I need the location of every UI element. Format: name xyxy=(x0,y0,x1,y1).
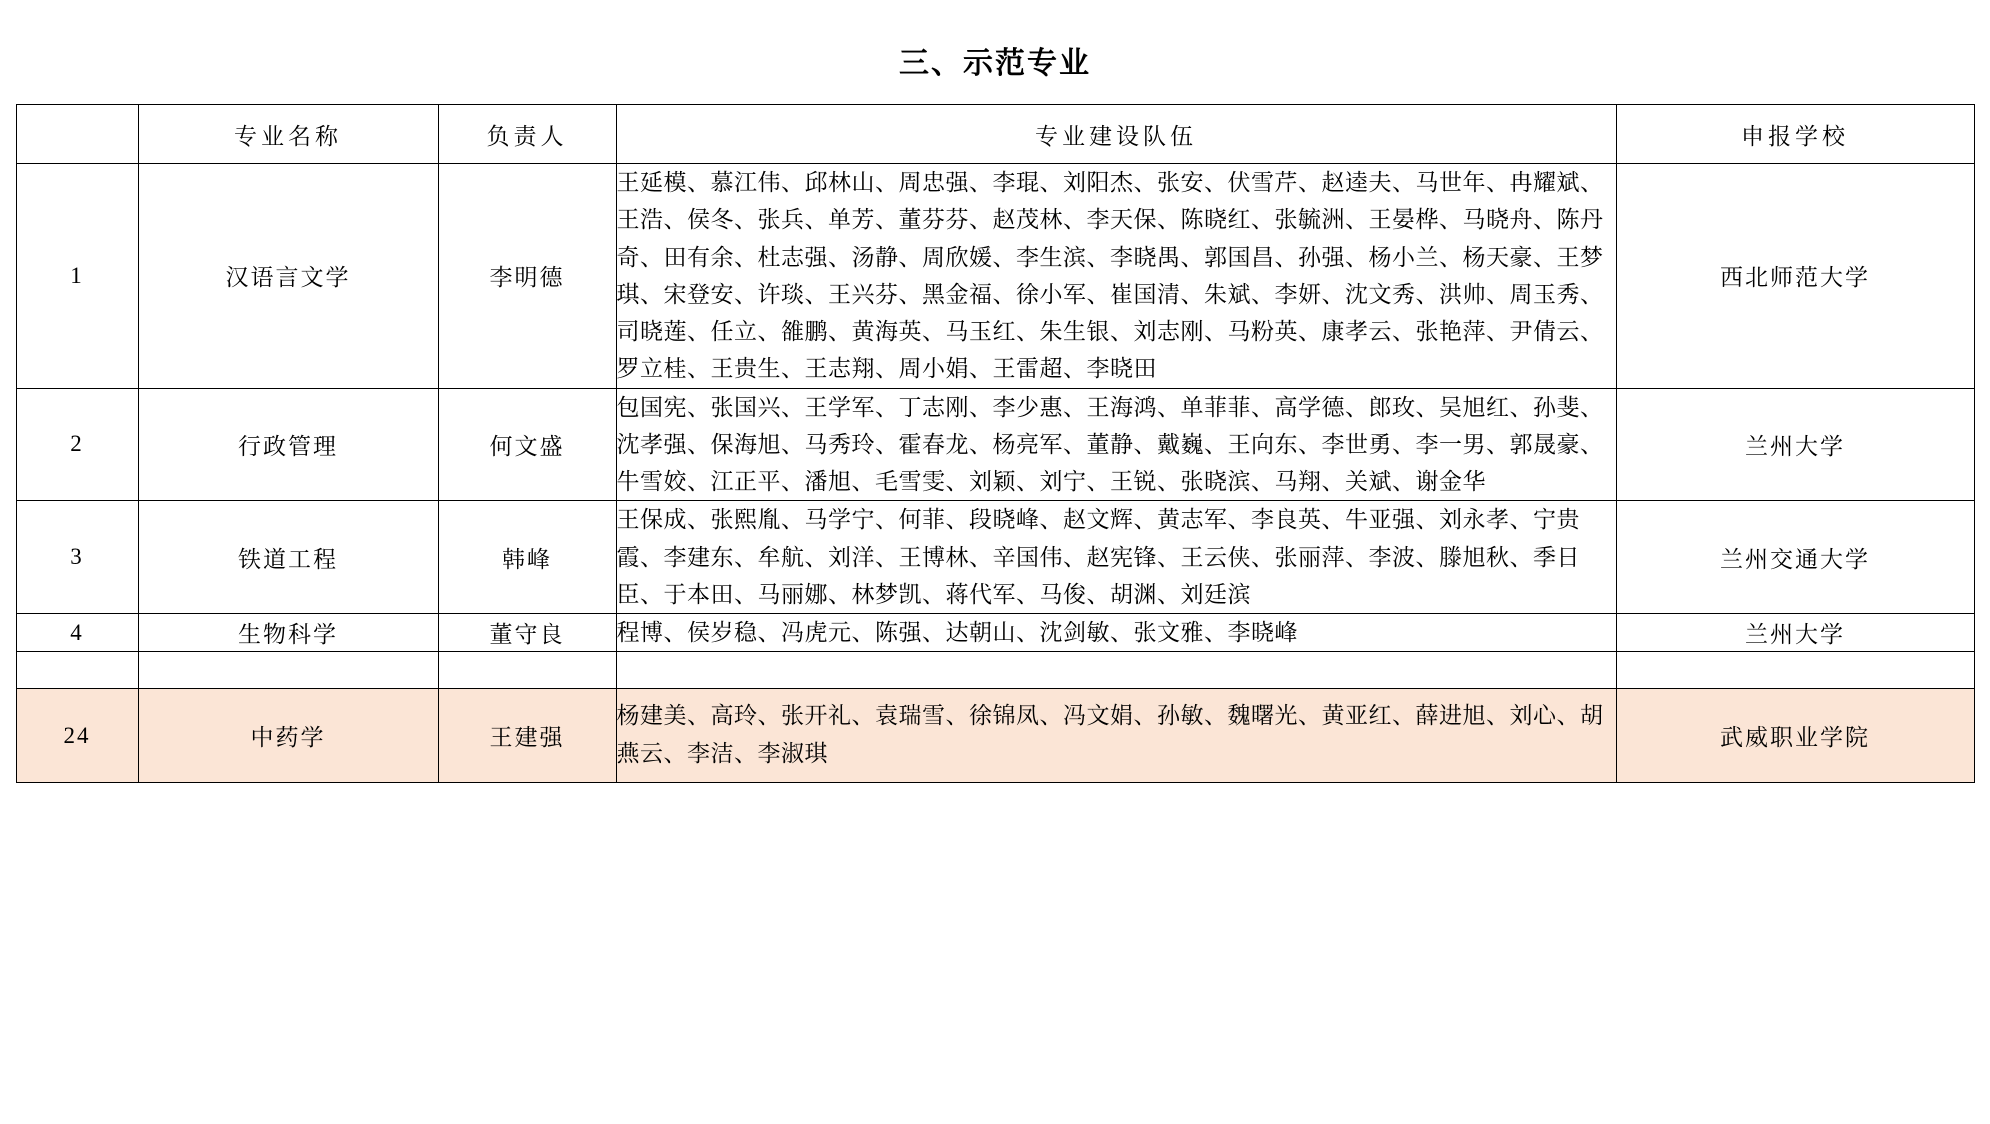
table-body xyxy=(16,164,1974,783)
table-row xyxy=(16,614,1974,652)
cell-major xyxy=(138,652,438,689)
cell-major: 生物科学 xyxy=(138,614,438,652)
cell-school: 兰州交通大学 xyxy=(1616,501,1974,614)
cell-index: 24 xyxy=(16,689,138,783)
column-header-school: 申报学校 xyxy=(1616,105,1974,164)
table-header xyxy=(16,105,1974,164)
cell-team: 王延模、慕江伟、邱林山、周忠强、李琨、刘阳杰、张安、伏雪芹、赵逵夫、马世年、冉耀斌、王浩、侯冬、张兵、单芳、董芬芬、赵茂林、李天保、陈晓红、张毓洲、王晏桦、马晓舟、陈丹奇、田有余、杜志强、汤静、周欣媛、李生滨、李晓禺、郭国昌、孙强、杨小兰、杨天豪、王梦琪、宋登安、许琰、王兴芬、黑金福、徐小军、崔国清、朱斌、李妍、沈文秀、洪帅、周玉秀、司晓莲、任立、雒鹏、黄海英、马玉红、朱生银、刘志刚、马粉英、康孝云、张艳萍、尹倩云、罗立桂、王贵生、王志翔、周小娟、王雷超、李晓田 xyxy=(616,164,1616,389)
cell-school: 兰州大学 xyxy=(1616,614,1974,652)
column-header-major: 专业名称 xyxy=(138,105,438,164)
cell-index: 1 xyxy=(16,164,138,389)
cell-major: 铁道工程 xyxy=(138,501,438,614)
cell-school xyxy=(1616,652,1974,689)
table-header-row xyxy=(16,105,1974,164)
cell-leader xyxy=(438,652,616,689)
cell-leader: 董守良 xyxy=(438,614,616,652)
table-row xyxy=(16,501,1974,614)
table-row xyxy=(16,388,1974,501)
cell-leader: 王建强 xyxy=(438,689,616,783)
cell-school: 兰州大学 xyxy=(1616,388,1974,501)
cell-school: 西北师范大学 xyxy=(1616,164,1974,389)
cell-index: 3 xyxy=(16,501,138,614)
demonstration-major-table xyxy=(16,104,1975,783)
cell-team: 杨建美、高玲、张开礼、袁瑞雪、徐锦凤、冯文娟、孙敏、魏曙光、黄亚红、薛进旭、刘心、胡燕云、李洁、李淑琪 xyxy=(616,689,1616,783)
cell-school: 武威职业学院 xyxy=(1616,689,1974,783)
cell-index xyxy=(16,652,138,689)
cell-team: 包国宪、张国兴、王学军、丁志刚、李少惠、王海鸿、单菲菲、高学德、郎玫、吴旭红、孙斐、沈孝强、保海旭、马秀玲、霍春龙、杨亮军、董静、戴巍、王向东、李世勇、李一男、郭晟豪、牛雪姣、江正平、潘旭、毛雪雯、刘颖、刘宁、王锐、张晓滨、马翔、关斌、谢金华 xyxy=(616,388,1616,501)
cell-leader: 韩峰 xyxy=(438,501,616,614)
column-header-team: 专业建设队伍 xyxy=(616,105,1616,164)
cell-major: 行政管理 xyxy=(138,388,438,501)
cell-team xyxy=(616,652,1616,689)
cell-team: 王保成、张熙胤、马学宁、何菲、段晓峰、赵文辉、黄志军、李良英、牛亚强、刘永孝、宁贵霞、李建东、牟航、刘洋、王博林、辛国伟、赵宪锋、王云侠、张丽萍、李波、滕旭秋、季日臣、于本田、马丽娜、林梦凯、蒋代军、马俊、胡渊、刘廷滨 xyxy=(616,501,1616,614)
cell-index: 2 xyxy=(16,388,138,501)
cell-leader: 何文盛 xyxy=(438,388,616,501)
column-header-leader: 负责人 xyxy=(438,105,616,164)
cell-leader: 李明德 xyxy=(438,164,616,389)
page-title: 三、示范专业 xyxy=(899,47,1091,80)
table-row xyxy=(16,164,1974,389)
column-header-index xyxy=(16,105,138,164)
table-row-spacer xyxy=(16,652,1974,689)
cell-team: 程博、侯岁稳、冯虎元、陈强、达朝山、沈剑敏、张文雅、李晓峰 xyxy=(616,614,1616,652)
table-row-highlighted xyxy=(16,689,1974,783)
cell-major: 汉语言文学 xyxy=(138,164,438,389)
cell-index: 4 xyxy=(16,614,138,652)
cell-major: 中药学 xyxy=(138,689,438,783)
